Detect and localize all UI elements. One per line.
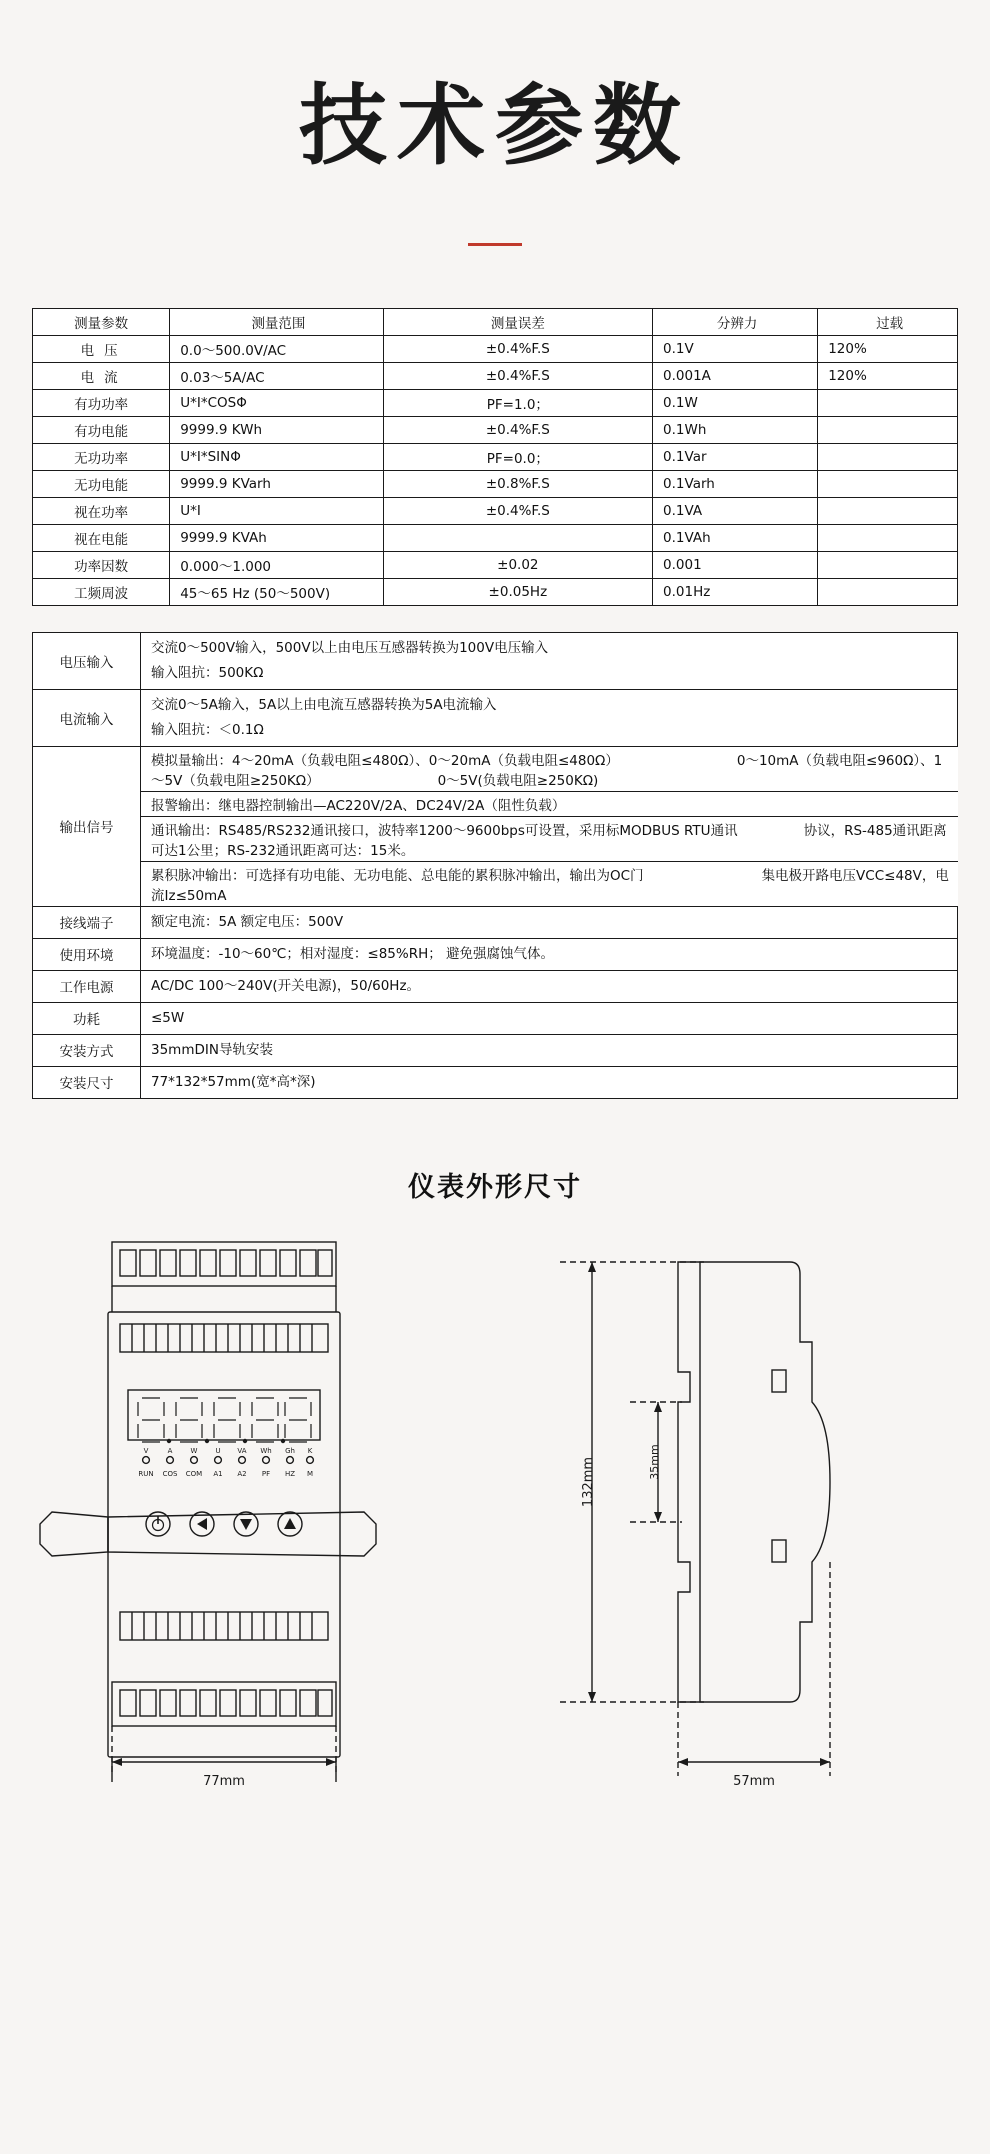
cell-range: 0.0～500.0V/AC <box>170 335 383 362</box>
led-label-top: VA <box>237 1446 247 1455</box>
detail-label: 安装方式 <box>33 1034 141 1066</box>
detail-value <box>141 689 958 746</box>
bottom-terminal-block <box>112 1682 336 1726</box>
detail-subrow <box>141 861 958 906</box>
cell-resolution: 0.1Var <box>653 443 818 470</box>
detail-line: 77*132*57mm(宽*高*深) <box>151 1073 316 1090</box>
detail-subrow <box>141 791 958 816</box>
column-header: 测量误差 <box>383 308 652 335</box>
cell-error: ±0.4%F.S <box>383 497 652 524</box>
top-terminal-block <box>112 1242 336 1286</box>
detail-line: ≤5W <box>151 1009 185 1026</box>
detail-label: 接线端子 <box>33 906 141 938</box>
display-digits <box>138 1398 311 1443</box>
dimension-drawing-svg <box>0 1222 990 1789</box>
table-row <box>33 362 958 389</box>
table-row <box>33 524 958 551</box>
cell-resolution: 0.1VA <box>653 497 818 524</box>
depth-label: 57mm <box>733 1773 775 1789</box>
detail-value <box>141 1034 958 1066</box>
right-clip <box>108 1512 376 1556</box>
detail-line: 模拟量输出：4～20mA（负载电阻≤480Ω）、0～20mA（负载电阻≤480Ω） <box>151 752 619 769</box>
cell-param: 视在电能 <box>33 524 170 551</box>
detail-label: 使用环境 <box>33 938 141 970</box>
cell-range: 9999.9 KWh <box>170 416 383 443</box>
led-label-bottom: A2 <box>237 1469 247 1478</box>
detail-line: AC/DC 100～240V(开关电源)，50/60Hz。 <box>151 977 421 994</box>
detail-value <box>141 938 958 970</box>
detail-line: 通讯输出：RS485/RS232通讯接口，波特率1200～9600bps可设置，采用标MODBUS RTU通讯 <box>151 822 738 839</box>
cell-resolution: 0.001 <box>653 551 818 578</box>
cell-overload <box>818 578 958 605</box>
side-profile-outline <box>700 1262 830 1702</box>
led-label-bottom: HZ <box>284 1469 296 1478</box>
detail-line: 0～10mA（负载电阻≤960Ω）、1～5V（负载电阻≥250KΩ） <box>151 752 943 789</box>
page-title: 技术参数 <box>298 74 691 177</box>
cell-param: 电流 <box>33 362 170 389</box>
detail-line: 35mmDIN导轨安装 <box>151 1041 273 1058</box>
cell-param: 功率因数 <box>33 551 170 578</box>
cell-param: 电压 <box>33 335 170 362</box>
detail-label: 电压输入 <box>33 632 141 689</box>
detail-subrow <box>141 747 958 792</box>
cell-error: ±0.8%F.S <box>383 470 652 497</box>
table-row <box>33 906 958 938</box>
cell-error: ±0.02 <box>383 551 652 578</box>
detail-value <box>141 1002 958 1034</box>
cell-param: 有功电能 <box>33 416 170 443</box>
detail-label: 电流输入 <box>33 689 141 746</box>
table-row <box>33 970 958 1002</box>
led-label-bottom: COS <box>162 1469 178 1478</box>
cell-overload <box>818 416 958 443</box>
cell-param: 无功功率 <box>33 443 170 470</box>
table-row <box>33 551 958 578</box>
side-window-bottom <box>772 1540 786 1562</box>
cell-error: ±0.4%F.S <box>383 335 652 362</box>
cell-overload <box>818 389 958 416</box>
detail-subrow <box>141 816 958 861</box>
side-rail-notch <box>678 1262 700 1702</box>
detail-value <box>141 906 958 938</box>
table-row <box>33 470 958 497</box>
cell-error: ±0.05Hz <box>383 578 652 605</box>
led-label-bottom: PF <box>261 1469 271 1478</box>
detail-line: 报警输出：继电器控制输出—AC220V/2A、DC24V/2A（阻性负载） <box>151 797 566 814</box>
spec-table-wrap <box>32 308 958 606</box>
cell-error: ±0.4%F.S <box>383 362 652 389</box>
table-row <box>33 389 958 416</box>
cell-overload: 120% <box>818 362 958 389</box>
width-label: 77mm <box>203 1773 245 1789</box>
rail-label: 35mm <box>648 1444 661 1480</box>
top-vent-slots <box>120 1324 328 1352</box>
table-row <box>33 1034 958 1066</box>
table-row <box>33 938 958 970</box>
column-header: 测量范围 <box>170 308 383 335</box>
cell-overload: 120% <box>818 335 958 362</box>
led-indicators <box>143 1456 314 1463</box>
table-row <box>33 689 958 746</box>
depth-ext-lines <box>678 1562 830 1776</box>
table-row <box>33 416 958 443</box>
led-label-top: U <box>215 1446 221 1455</box>
table-row <box>33 578 958 605</box>
cell-resolution: 0.1W <box>653 389 818 416</box>
cell-resolution: 0.1Varh <box>653 470 818 497</box>
title-divider <box>468 243 522 246</box>
dimension-drawing <box>0 1222 990 1789</box>
cell-error <box>383 524 652 551</box>
spec-table <box>32 308 958 606</box>
dimension-title: 仪表外形尺寸 <box>408 1171 582 1203</box>
cell-range: U*I*COSΦ <box>170 389 383 416</box>
cell-overload <box>818 551 958 578</box>
detail-label: 输出信号 <box>33 746 141 906</box>
cell-error: PF=0.0； <box>383 443 652 470</box>
cell-overload <box>818 443 958 470</box>
cell-overload <box>818 497 958 524</box>
detail-line: 额定电流：5A 额定电压：500V <box>151 913 344 930</box>
table-row <box>33 746 958 906</box>
cell-error: ±0.4%F.S <box>383 416 652 443</box>
title-block <box>0 0 990 246</box>
table-header-row <box>33 308 958 335</box>
cell-param: 视在功率 <box>33 497 170 524</box>
cell-range: U*I <box>170 497 383 524</box>
detail-label: 功耗 <box>33 1002 141 1034</box>
cell-resolution: 0.1VAh <box>653 524 818 551</box>
detail-label: 工作电源 <box>33 970 141 1002</box>
cell-range: 0.03～5A/AC <box>170 362 383 389</box>
detail-table-wrap <box>32 632 958 1099</box>
bottom-vent-slots <box>120 1612 328 1640</box>
led-label-top: K <box>307 1446 313 1455</box>
led-label-bottom: COM <box>185 1469 203 1478</box>
led-label-bottom: RUN <box>138 1469 154 1478</box>
height-label: 132mm <box>581 1456 596 1507</box>
cell-resolution: 0.1V <box>653 335 818 362</box>
cell-range: 0.000～1.000 <box>170 551 383 578</box>
table-row <box>33 1002 958 1034</box>
detail-line: 环境温度：-10～60℃；相对湿度：≤85%RH； 避免强腐蚀气体。 <box>151 945 555 962</box>
detail-label: 安装尺寸 <box>33 1066 141 1098</box>
column-header: 测量参数 <box>33 308 170 335</box>
bottom-terminal-screws <box>120 1690 332 1716</box>
led-label-top: W <box>190 1446 198 1455</box>
width-ext-lines <box>112 1726 336 1776</box>
top-terminal-screws <box>120 1250 332 1276</box>
detail-table <box>32 632 958 1099</box>
led-label-top: V <box>143 1446 149 1455</box>
detail-line: 累积脉冲输出：可选择有功电能、无功电能、总电能的累积脉冲输出，输出为OC门 <box>151 867 644 884</box>
cell-param: 无功电能 <box>33 470 170 497</box>
detail-line: 输入阻抗：＜0.1Ω <box>151 721 264 738</box>
column-header: 过载 <box>818 308 958 335</box>
led-label-top: A <box>167 1446 173 1455</box>
table-row <box>33 1066 958 1098</box>
detail-value <box>141 970 958 1002</box>
cell-range: U*I*SINΦ <box>170 443 383 470</box>
cell-overload <box>818 524 958 551</box>
detail-line: 协议，RS-485通讯距离可达1公里；RS-232通讯距离可达：15米。 <box>151 822 947 859</box>
cell-error: PF=1.0； <box>383 389 652 416</box>
led-label-bottom: A1 <box>213 1469 223 1478</box>
detail-value <box>141 632 958 689</box>
cell-resolution: 0.01Hz <box>653 578 818 605</box>
left-clip <box>40 1512 108 1556</box>
detail-value <box>141 1066 958 1098</box>
table-row <box>33 443 958 470</box>
cell-resolution: 0.001A <box>653 362 818 389</box>
table-row <box>33 632 958 689</box>
cell-param: 有功功率 <box>33 389 170 416</box>
side-window-top <box>772 1370 786 1392</box>
detail-line: 交流0～5A输入，5A以上由电流互感器转换为5A电流输入 <box>151 696 497 713</box>
cell-resolution: 0.1Wh <box>653 416 818 443</box>
cell-param: 工频周波 <box>33 578 170 605</box>
cell-range: 9999.9 KVarh <box>170 470 383 497</box>
detail-line: 交流0～500V输入，500V以上由电压互感器转换为100V电压输入 <box>151 639 549 656</box>
cell-range: 45～65 Hz (50～500V) <box>170 578 383 605</box>
table-row <box>33 335 958 362</box>
detail-line: 输入阻抗：500KΩ <box>151 664 264 681</box>
led-label-top: Gh <box>285 1446 295 1455</box>
led-label-bottom: M <box>306 1469 314 1478</box>
column-header: 分辨力 <box>653 308 818 335</box>
detail-value <box>141 746 958 906</box>
led-label-top: Wh <box>260 1446 272 1455</box>
cell-overload <box>818 470 958 497</box>
cell-range: 9999.9 KVAh <box>170 524 383 551</box>
table-row <box>33 497 958 524</box>
detail-line: 集电极开路电压VCC≤48V，电流Iz≤50mA <box>151 867 949 904</box>
detail-line: 0～5V(负载电阻≥250KΩ) <box>437 772 599 789</box>
